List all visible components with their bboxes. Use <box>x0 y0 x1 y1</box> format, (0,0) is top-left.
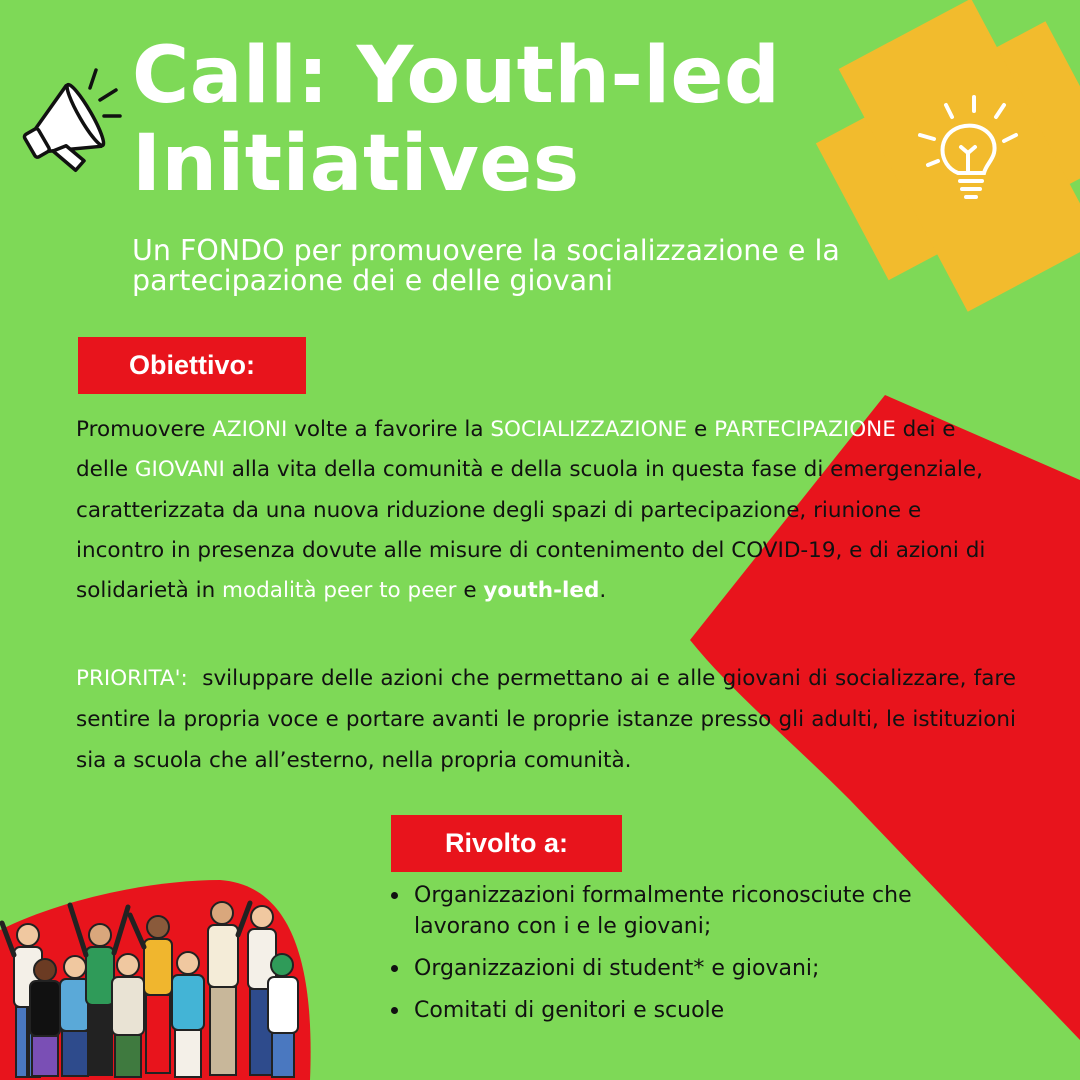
audience-list <box>388 880 1028 1037</box>
audience-label: Rivolto a: <box>391 815 622 872</box>
objective-label: Obiettivo: <box>78 337 306 394</box>
highlight-partecipazione: PARTECIPAZIONE <box>714 417 896 442</box>
highlight-azioni: AZIONI <box>212 417 288 442</box>
objective-text-part: dei e delle <box>76 417 956 483</box>
youth-crowd-illustration <box>0 895 320 1080</box>
priority-label: PRIORITA': <box>76 666 188 691</box>
title-line-1: Call: Youth-led <box>132 31 781 121</box>
lightbulb-icon <box>908 95 1038 210</box>
subtitle: Un FONDO per promuovere la socializzazione e la partecipazione dei e delle giovani <box>132 234 840 297</box>
objective-text <box>76 410 996 611</box>
highlight-socializzazione: SOCIALIZZAZIONE <box>490 417 688 442</box>
objective-text-part: e <box>687 417 715 442</box>
objective-text-part: e <box>456 578 484 604</box>
objective-text-part: Promuovere <box>76 417 213 442</box>
priority-text <box>76 658 1016 781</box>
highlight-peer-to-peer: modalità peer to peer <box>222 578 457 604</box>
objective-text-part: volte a favorire la <box>287 417 491 442</box>
list-item: Organizzazioni formalmente riconosciute che lavorano con i e le giovani; <box>388 880 974 942</box>
highlight-youth-led: youth-led <box>483 578 600 604</box>
title-line-2: Initiatives <box>132 119 580 209</box>
list-item: Organizzazioni di student* e giovani; <box>388 953 1028 984</box>
priority-body: sviluppare delle azioni che permettano ai e alle giovani di socializzare, fare sentire la propria voce e portare avanti le proprie istanze presso gli adulti, le istituzioni sia a scuola che all’esterno, nella propria comunità. <box>76 666 1016 773</box>
highlight-giovani: GIOVANI <box>134 457 225 483</box>
list-item: Comitati di genitori e scuole <box>388 995 1028 1026</box>
objective-text-part: alla vita della comunità e della scuola in questa fase di emergenziale, caratterizzata da una nuova riduzione degli spazi di partecipazione, riunione e incontro in presenza dovute alle misure di contenimento del COVID-19, e di azioni di solidarietà in <box>76 457 986 604</box>
objective-text-part: . <box>599 578 607 604</box>
megaphone-icon <box>8 60 133 185</box>
page-title <box>132 32 780 208</box>
